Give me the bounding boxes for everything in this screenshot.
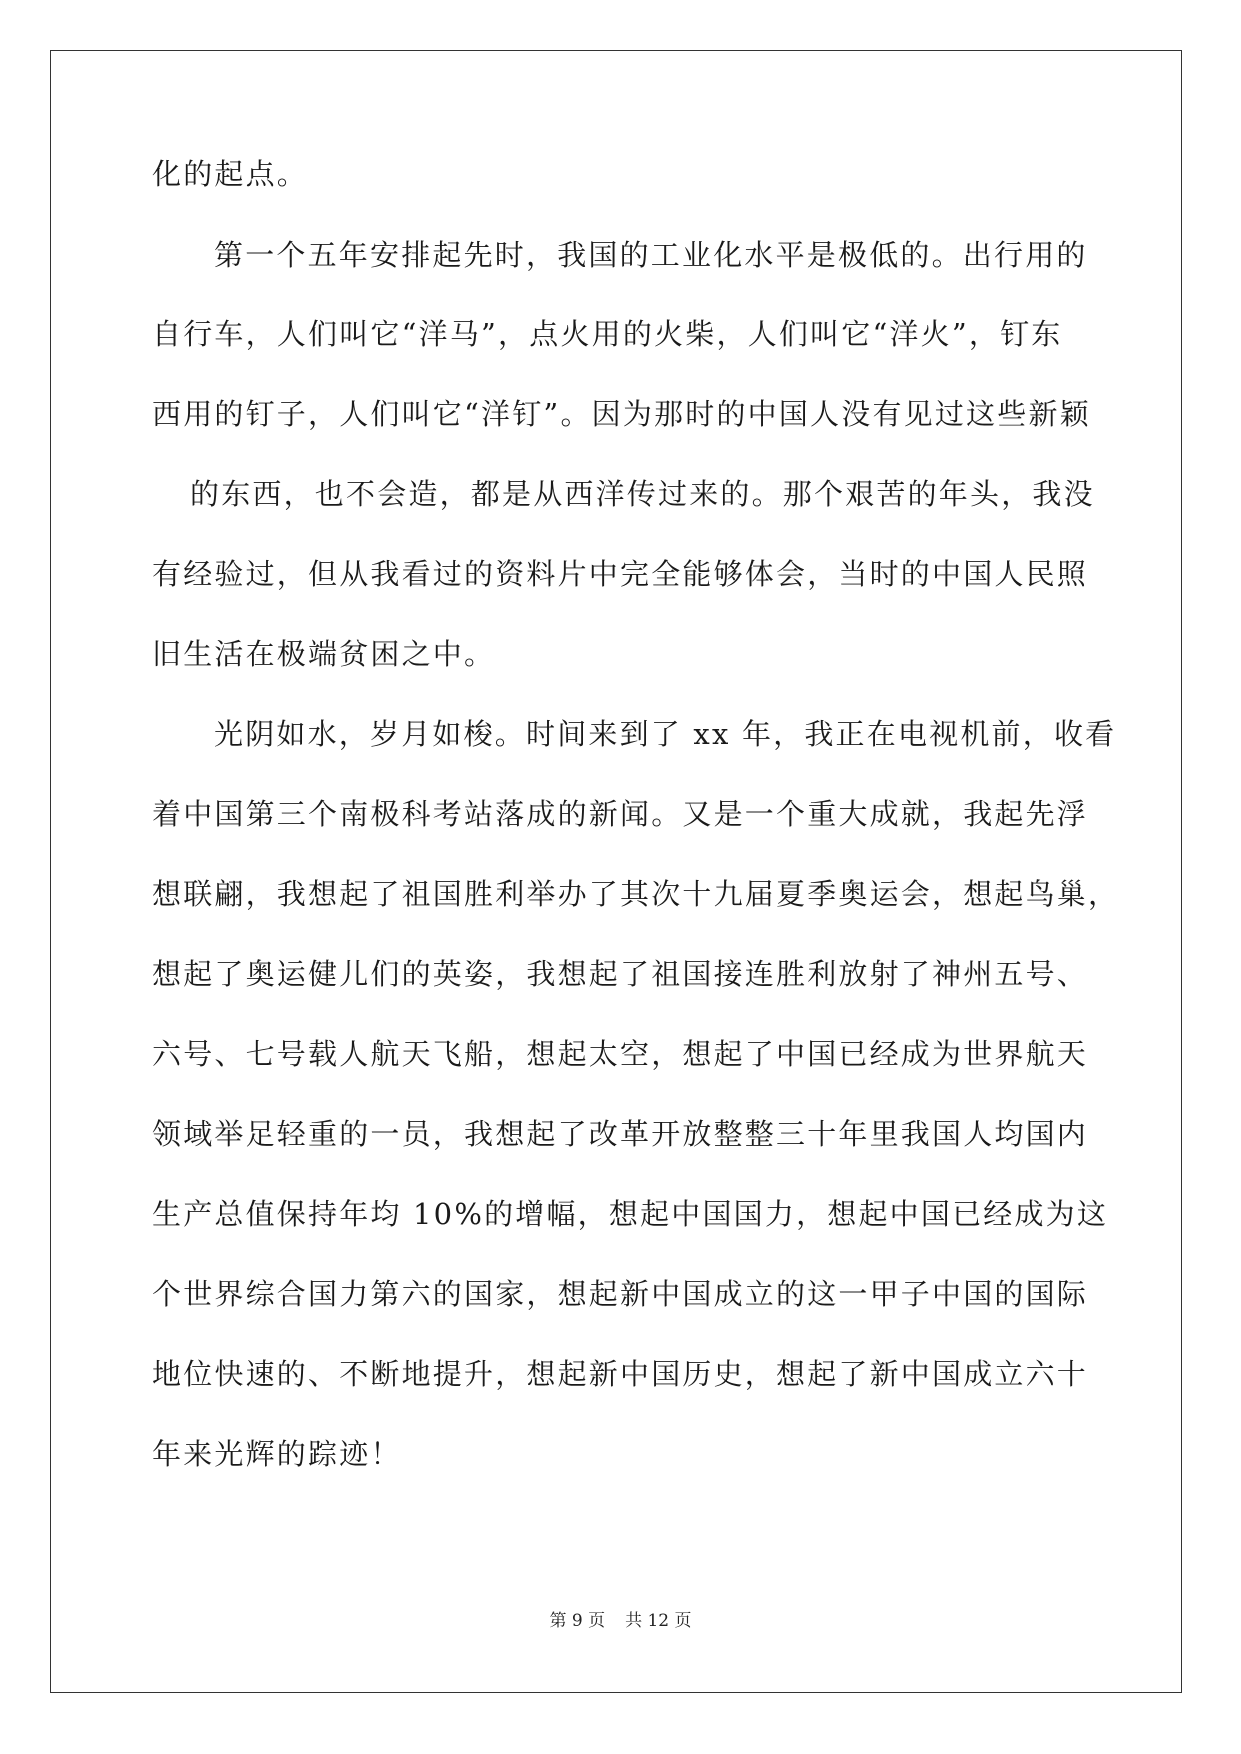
paragraph-first-line: 第一个五年安排起先时，我国的工业化水平是极低的。出行用的 (214, 238, 1088, 272)
text-line: 领域举足轻重的一员，我想起了改革开放整整三十年里我国人均国内 (152, 1117, 1089, 1151)
text-line: 旧生活在极端贫困之中。 (152, 637, 496, 671)
page-number: 第 9 页 (549, 1611, 606, 1631)
text-line: 生产总值保持年均 10%的增幅，想起中国国力，想起中国已经成为这 (152, 1197, 1109, 1231)
text-line: 有经验过，但从我看过的资料片中完全能够体会，当时的中国人民照 (152, 557, 1089, 591)
page-total: 共 12 页 (625, 1611, 692, 1631)
text-line: 六号、七号载人航天飞船，想起太空，想起了中国已经成为世界航天 (152, 1037, 1089, 1071)
page-footer (0, 1609, 1241, 1633)
text-line: 自行车，人们叫它“洋马”，点火用的火柴，人们叫它“洋火”，钉东 (152, 317, 1063, 351)
text-line: 地位快速的、不断地提升，想起新中国历史，想起了新中国成立六十 (152, 1357, 1089, 1391)
text-line: 想起了奥运健儿们的英姿，我想起了祖国接连胜利放射了神州五号、 (152, 957, 1089, 991)
paragraph-first-line: 光阴如水，岁月如梭。时间来到了 xx 年，我正在电视机前，收看 (214, 717, 1117, 751)
text-line: 西用的钉子，人们叫它“洋钉”。因为那时的中国人没有见过这些新颖 (152, 397, 1091, 431)
text-line: 的东西，也不会造，都是从西洋传过来的。那个艰苦的年头，我没 (190, 477, 1095, 511)
text-line: 想联翩，我想起了祖国胜利举办了其次十九届夏季奥运会，想起鸟巢， (152, 877, 1120, 911)
text-line: 着中国第三个南极科考站落成的新闻。又是一个重大成就，我起先浮 (152, 797, 1089, 831)
text-line: 个世界综合国力第六的国家，想起新中国成立的这一甲子中国的国际 (152, 1277, 1089, 1311)
text-line: 年来光辉的踪迹！ (152, 1437, 402, 1471)
text-line: 化的起点。 (152, 157, 309, 191)
